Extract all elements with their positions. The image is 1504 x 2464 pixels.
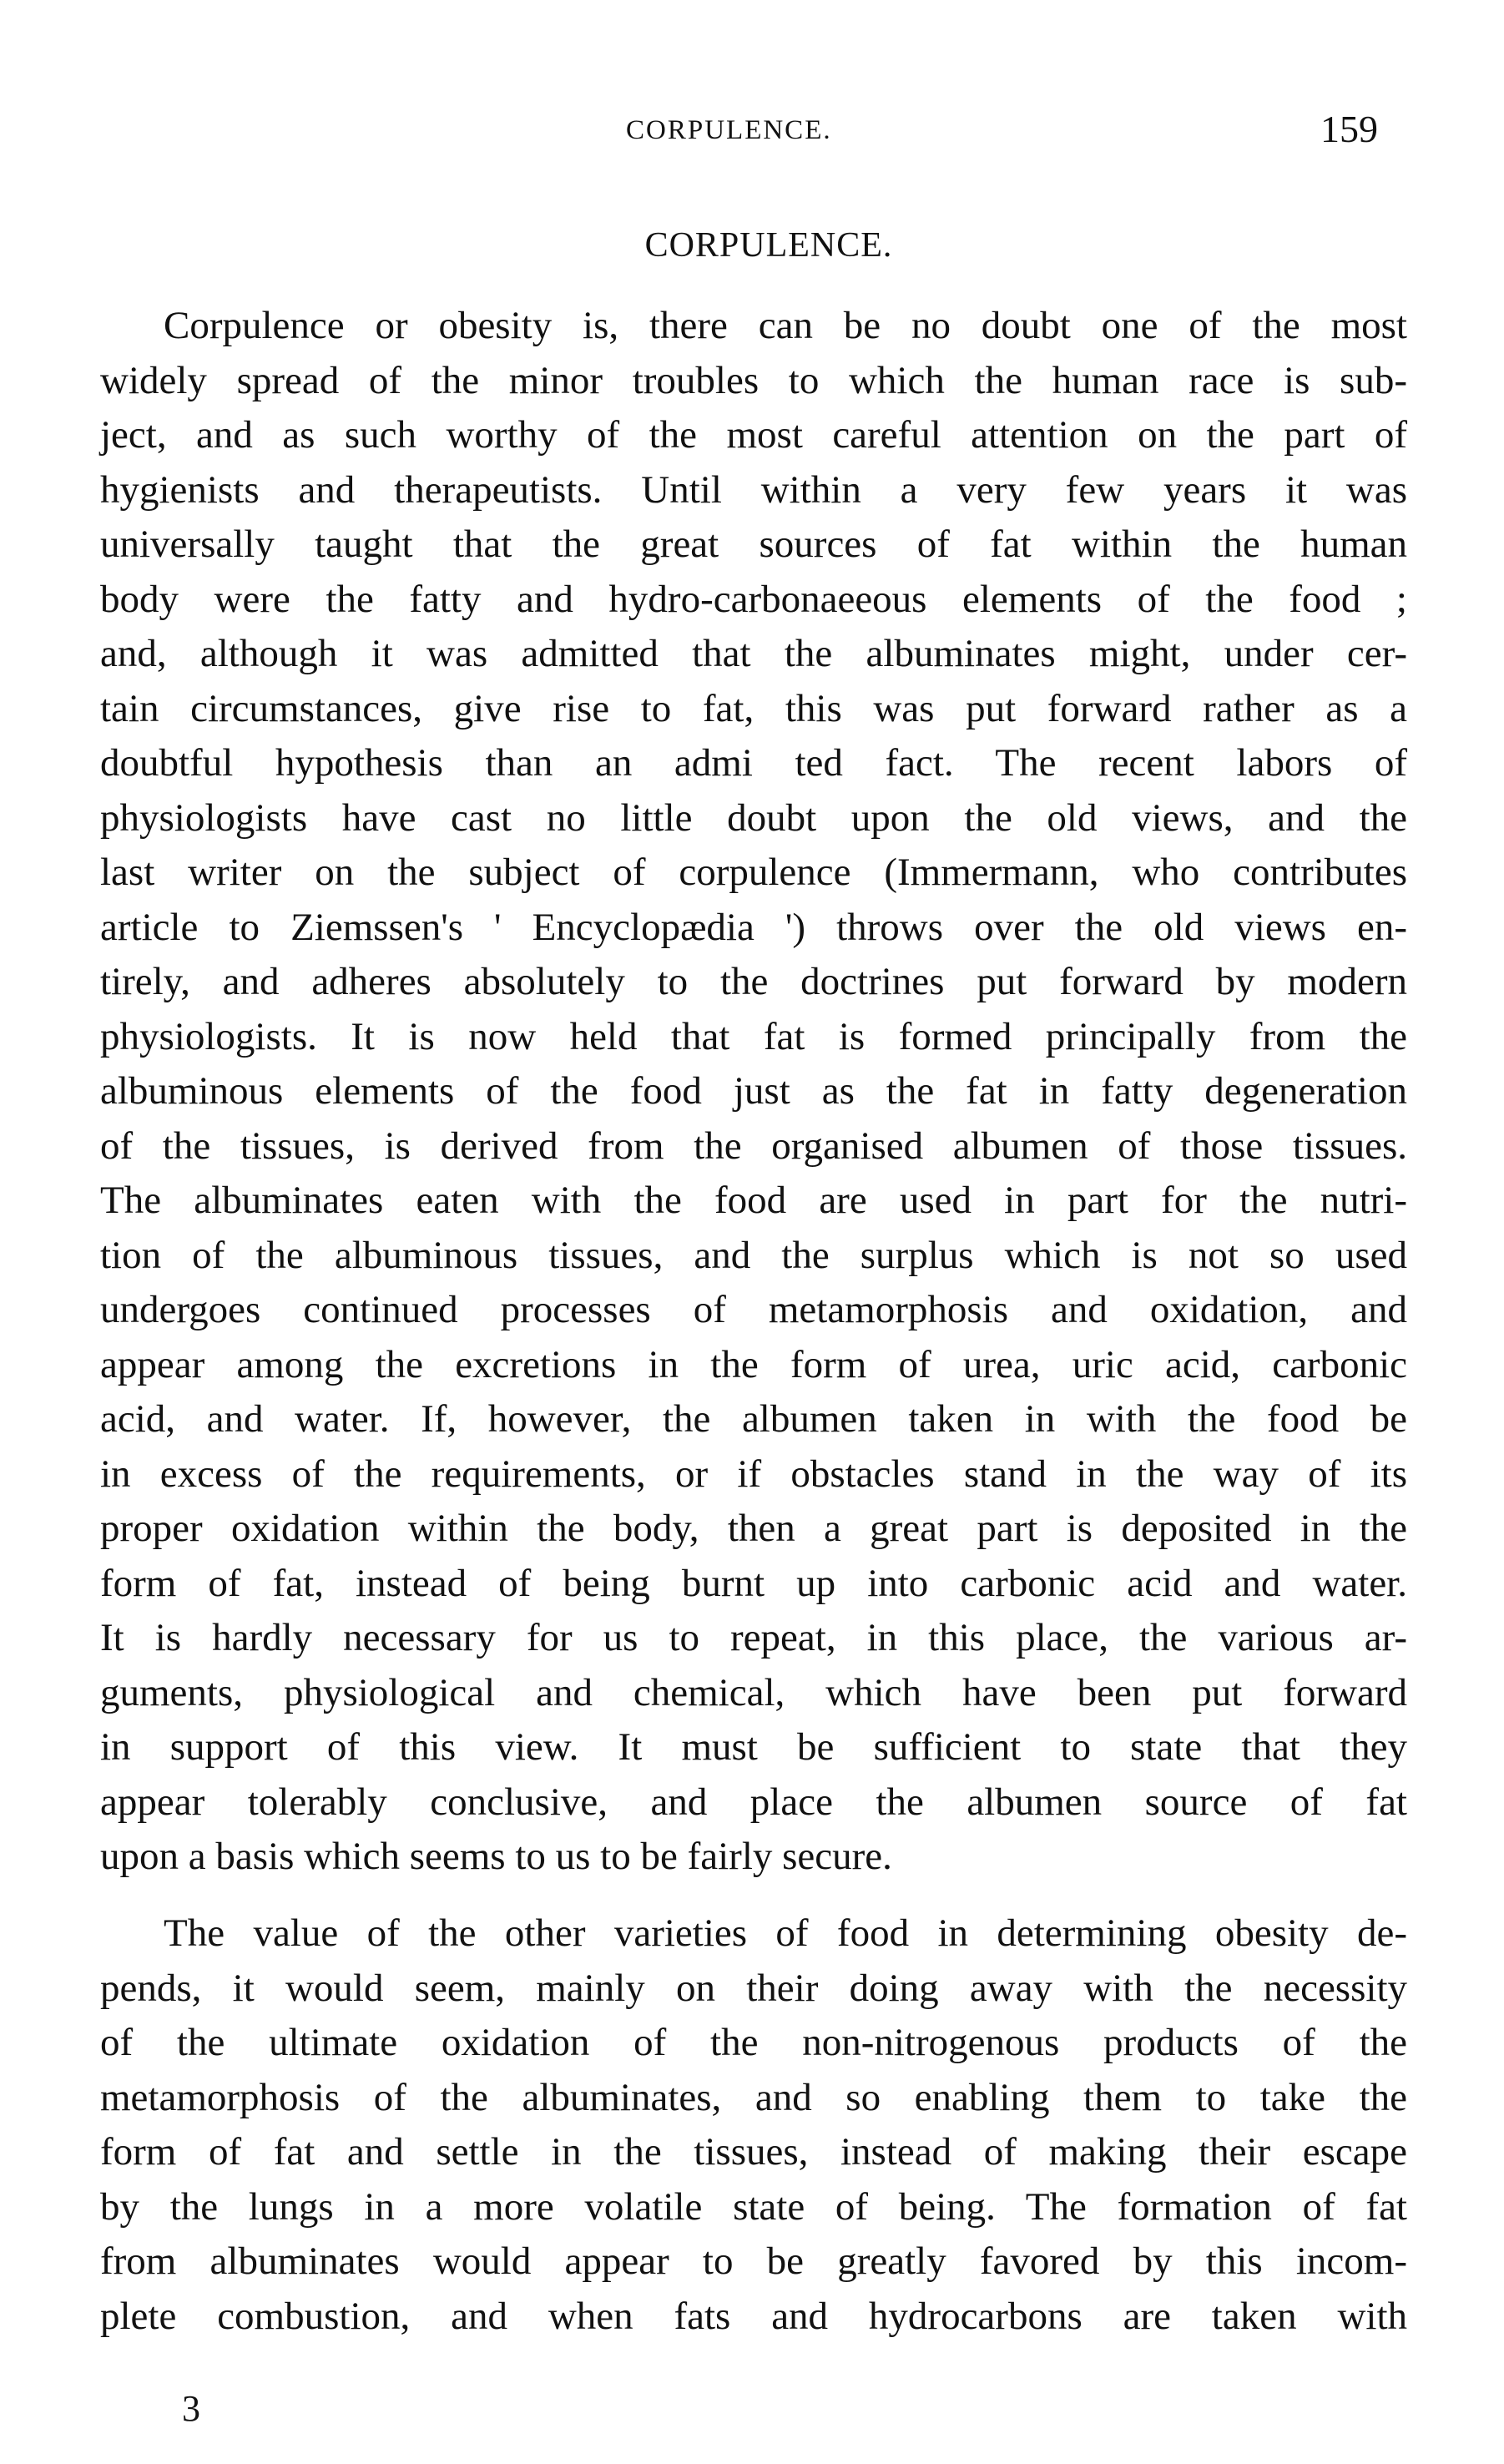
text-line: last writer on the subject of corpulence (Immermann, who contributes	[100, 851, 1407, 894]
text-line: guments, physiological and chemical, which have been put forward	[100, 1670, 1407, 1714]
text-line: universally taught that the great sources of fat within the human	[100, 523, 1407, 566]
paragraph-1	[100, 299, 1407, 1885]
text-line: metamorphosis of the albuminates, and so enabling them to take the	[100, 2075, 1407, 2119]
text-line: tain circumstances, give rise to fat, this was put forward rather as a	[100, 686, 1407, 730]
text-line: by the lungs in a more volatile state of being. The formation of fat	[100, 2184, 1407, 2229]
text-line: and, although it was admitted that the albuminates might, under cer-	[100, 632, 1407, 675]
text-line: of the tissues, is derived from the organised albumen of those tissues.	[100, 1123, 1407, 1168]
running-head: CORPULENCE.	[626, 115, 832, 145]
text-line: undergoes continued processes of metamorphosis and oxidation, and	[100, 1288, 1407, 1331]
text-line: in support of this view. It must be sufficient to state that they	[100, 1725, 1407, 1769]
text-line: The albuminates eaten with the food are used in part for the nutri-	[100, 1179, 1407, 1222]
text-line: pends, it would seem, mainly on their doing away with the necessity	[100, 1966, 1407, 2010]
signature-mark: 3	[182, 2388, 200, 2429]
text-line: form of fat, instead of being burnt up into carbonic acid and water.	[100, 1561, 1407, 1605]
text-line: Corpulence or obesity is, there can be no doubt one of the most	[164, 304, 1407, 347]
text-line: albuminous elements of the food just as the fat in fatty degeneration	[100, 1069, 1407, 1113]
text-line: It is hardly necessary for us to repeat, in this place, the various ar-	[100, 1616, 1407, 1659]
text-line: proper oxidation within the body, then a great part is deposited in the	[100, 1507, 1407, 1550]
text-line: widely spread of the minor troubles to which the human race is sub-	[100, 358, 1407, 402]
text-line: from albuminates would appear to be greatly favored by this incom-	[100, 2239, 1407, 2283]
text-line: in excess of the requirements, or if obstacles stand in the way of its	[100, 1452, 1407, 1496]
text-line: form of fat and settle in the tissues, instead of making their escape	[100, 2130, 1407, 2174]
paragraph-2	[100, 1906, 1407, 2344]
text-line: acid, and water. If, however, the albumen taken in with the food be	[100, 1397, 1407, 1441]
text-line: plete combustion, and when fats and hydrocarbons are taken with	[100, 2294, 1407, 2338]
page-number: 159	[1320, 108, 1378, 150]
text-line: of the ultimate oxidation of the non-nitrogenous products of the	[100, 2021, 1407, 2064]
text-line: The value of the other varieties of food in determining obesity de-	[164, 1911, 1407, 1955]
text-line: doubtful hypothesis than an admi ted fact. The recent labors of	[100, 741, 1407, 785]
text-line: tirely, and adheres absolutely to the doctrines put forward by modern	[100, 960, 1407, 1003]
text-line: physiologists have cast no little doubt upon the old views, and the	[100, 795, 1407, 840]
text-line: ject, and as such worthy of the most careful attention on the part of	[100, 413, 1407, 457]
text-line: upon a basis which seems to us to be fairly secure.	[100, 1835, 892, 1878]
text-line: appear among the excretions in the form of urea, uric acid, carbonic	[100, 1342, 1407, 1386]
text-line: article to Ziemssen's ' Encyclopædia ') throws over the old views en-	[100, 905, 1407, 949]
text-line: appear tolerably conclusive, and place the albumen source of fat	[100, 1780, 1407, 1824]
text-line: physiologists. It is now held that fat is formed principally from the	[100, 1014, 1407, 1058]
section-title: CORPULENCE.	[644, 226, 893, 265]
text-line: body were the fatty and hydro-carbonaeeous elements of the food ;	[100, 577, 1407, 621]
text-line: hygienists and therapeutists. Until within a very few years it was	[100, 467, 1407, 512]
text-line: tion of the albuminous tissues, and the surplus which is not so used	[100, 1233, 1407, 1277]
